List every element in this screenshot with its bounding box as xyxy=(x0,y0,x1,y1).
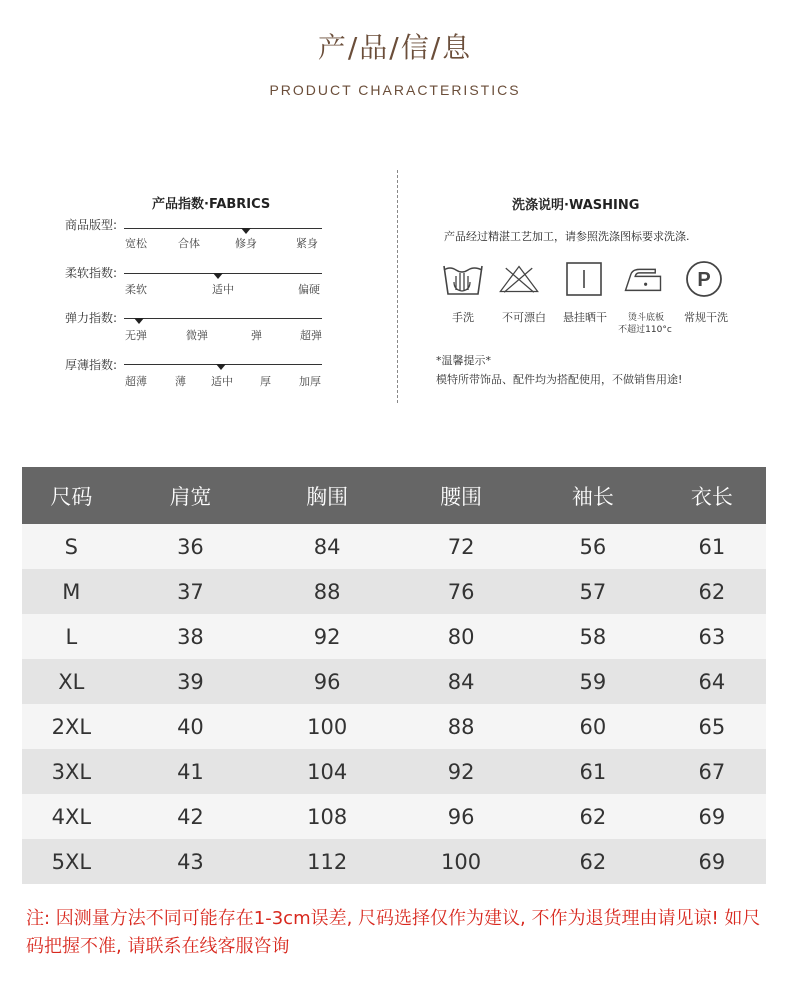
tip-title: *温馨提示* xyxy=(436,354,491,367)
table-cell: 62 xyxy=(658,569,766,614)
column-header: 肩宽 xyxy=(121,467,261,524)
size-table xyxy=(22,467,766,884)
table-cell: 80 xyxy=(394,614,528,659)
table-cell: XL xyxy=(22,659,121,704)
table-cell: 61 xyxy=(658,524,766,569)
elasticity-tick: 超弹 xyxy=(300,329,322,342)
wash-label: 常规干洗 xyxy=(684,311,728,324)
elasticity-scale-line xyxy=(124,318,322,319)
page-subtitle: PRODUCT CHARACTERISTICS xyxy=(269,82,521,98)
iron-icon xyxy=(622,260,664,298)
table-cell: 59 xyxy=(528,659,658,704)
table-cell: 100 xyxy=(260,704,394,749)
table-cell: 67 xyxy=(658,749,766,794)
table-cell: 62 xyxy=(528,794,658,839)
table-cell: 96 xyxy=(394,794,528,839)
table-cell: 72 xyxy=(394,524,528,569)
column-header: 腰围 xyxy=(394,467,528,524)
fit-tick: 宽松 xyxy=(125,237,147,250)
elasticity-tick: 弹 xyxy=(251,329,262,342)
softness-scale-line xyxy=(124,273,322,274)
table-cell: 92 xyxy=(394,749,528,794)
table-cell: 41 xyxy=(121,749,261,794)
table-cell: 63 xyxy=(658,614,766,659)
table-cell: 88 xyxy=(260,569,394,614)
column-header: 袖长 xyxy=(528,467,658,524)
table-cell: 96 xyxy=(260,659,394,704)
table-cell: 40 xyxy=(121,704,261,749)
thickness-marker xyxy=(216,364,226,370)
softness-tick: 柔软 xyxy=(125,283,147,296)
hang-dry-icon xyxy=(564,260,606,298)
table-cell: L xyxy=(22,614,121,659)
thickness-tick: 超薄 xyxy=(125,375,147,388)
softness-tick: 偏硬 xyxy=(298,283,320,296)
wash-label: 手洗 xyxy=(452,311,474,324)
table-cell: 5XL xyxy=(22,839,121,884)
fit-tick: 修身 xyxy=(235,237,257,250)
table-cell: 112 xyxy=(260,839,394,884)
table-cell: 92 xyxy=(260,614,394,659)
thickness-tick: 适中 xyxy=(211,375,233,388)
table-cell: 38 xyxy=(121,614,261,659)
table-cell: 2XL xyxy=(22,704,121,749)
table-row xyxy=(22,524,766,569)
section-divider xyxy=(397,170,398,403)
table-row xyxy=(22,614,766,659)
wash-label: 悬挂晒干 xyxy=(563,311,607,324)
table-cell: 4XL xyxy=(22,794,121,839)
wash-label: 不可漂白 xyxy=(502,311,546,324)
table-cell: 69 xyxy=(658,794,766,839)
washing-intro: 产品经过精湛工艺加工，请参照洗涤图标要求洗涤. xyxy=(444,230,690,243)
table-cell: S xyxy=(22,524,121,569)
table-row xyxy=(22,749,766,794)
fit-scale-line xyxy=(124,228,322,229)
table-cell: 62 xyxy=(528,839,658,884)
table-row xyxy=(22,659,766,704)
table-cell: 84 xyxy=(260,524,394,569)
table-cell: 56 xyxy=(528,524,658,569)
table-cell: 108 xyxy=(260,794,394,839)
table-cell: 3XL xyxy=(22,749,121,794)
elasticity-marker xyxy=(134,318,144,324)
table-cell: 60 xyxy=(528,704,658,749)
hand-wash-icon xyxy=(442,260,484,298)
table-cell: 42 xyxy=(121,794,261,839)
tip-text: 模特所带饰品、配件均为搭配使用，不做销售用途! xyxy=(436,373,683,386)
column-header: 衣长 xyxy=(658,467,766,524)
column-header: 胸围 xyxy=(260,467,394,524)
thickness-label: 厚薄指数: xyxy=(65,358,118,372)
table-cell: 57 xyxy=(528,569,658,614)
elasticity-tick: 无弹 xyxy=(125,329,147,342)
fit-tick: 合体 xyxy=(178,237,200,250)
table-cell: 65 xyxy=(658,704,766,749)
table-cell: 76 xyxy=(394,569,528,614)
fit-label: 商品版型: xyxy=(65,218,118,232)
table-header-row xyxy=(22,467,766,524)
table-cell: 43 xyxy=(121,839,261,884)
column-header: 尺码 xyxy=(22,467,121,524)
table-cell: 58 xyxy=(528,614,658,659)
table-cell: M xyxy=(22,569,121,614)
fabrics-heading: 产品指数·FABRICS xyxy=(152,197,271,212)
softness-tick: 适中 xyxy=(212,283,234,296)
washing-heading: 洗涤说明·WASHING xyxy=(512,198,640,213)
softness-label: 柔软指数: xyxy=(65,266,118,280)
fit-tick: 紧身 xyxy=(296,237,318,250)
table-cell: 100 xyxy=(394,839,528,884)
thickness-tick: 薄 xyxy=(175,375,186,388)
table-cell: 84 xyxy=(394,659,528,704)
table-cell: 37 xyxy=(121,569,261,614)
thickness-tick: 加厚 xyxy=(299,375,321,388)
wash-label: 烫斗底板 xyxy=(627,313,664,323)
softness-marker xyxy=(213,273,223,279)
wash-label-sub: 不超过110°c xyxy=(618,325,672,335)
thickness-tick: 厚 xyxy=(260,375,271,388)
elasticity-label: 弹力指数: xyxy=(65,311,118,325)
table-cell: 88 xyxy=(394,704,528,749)
table-cell: 64 xyxy=(658,659,766,704)
table-cell: 36 xyxy=(121,524,261,569)
table-row xyxy=(22,839,766,884)
table-row xyxy=(22,569,766,614)
dry-clean-icon xyxy=(684,260,726,298)
table-row xyxy=(22,794,766,839)
table-cell: 39 xyxy=(121,659,261,704)
elasticity-tick: 微弹 xyxy=(186,329,208,342)
table-cell: 69 xyxy=(658,839,766,884)
fit-marker xyxy=(241,228,251,234)
no-bleach-icon xyxy=(498,260,540,298)
dry-clean-glyph: P xyxy=(697,269,711,291)
table-cell: 104 xyxy=(260,749,394,794)
page-title: 产/品/信/息 xyxy=(317,31,473,64)
disclaimer-note: 注: 因测量方法不同可能存在1-3cm误差, 尺码选择仅作为建议, 不作为退货理由请见谅! 如尺码把握不准, 请联系在线客服咨询 xyxy=(26,908,761,957)
table-row xyxy=(22,704,766,749)
table-cell: 61 xyxy=(528,749,658,794)
